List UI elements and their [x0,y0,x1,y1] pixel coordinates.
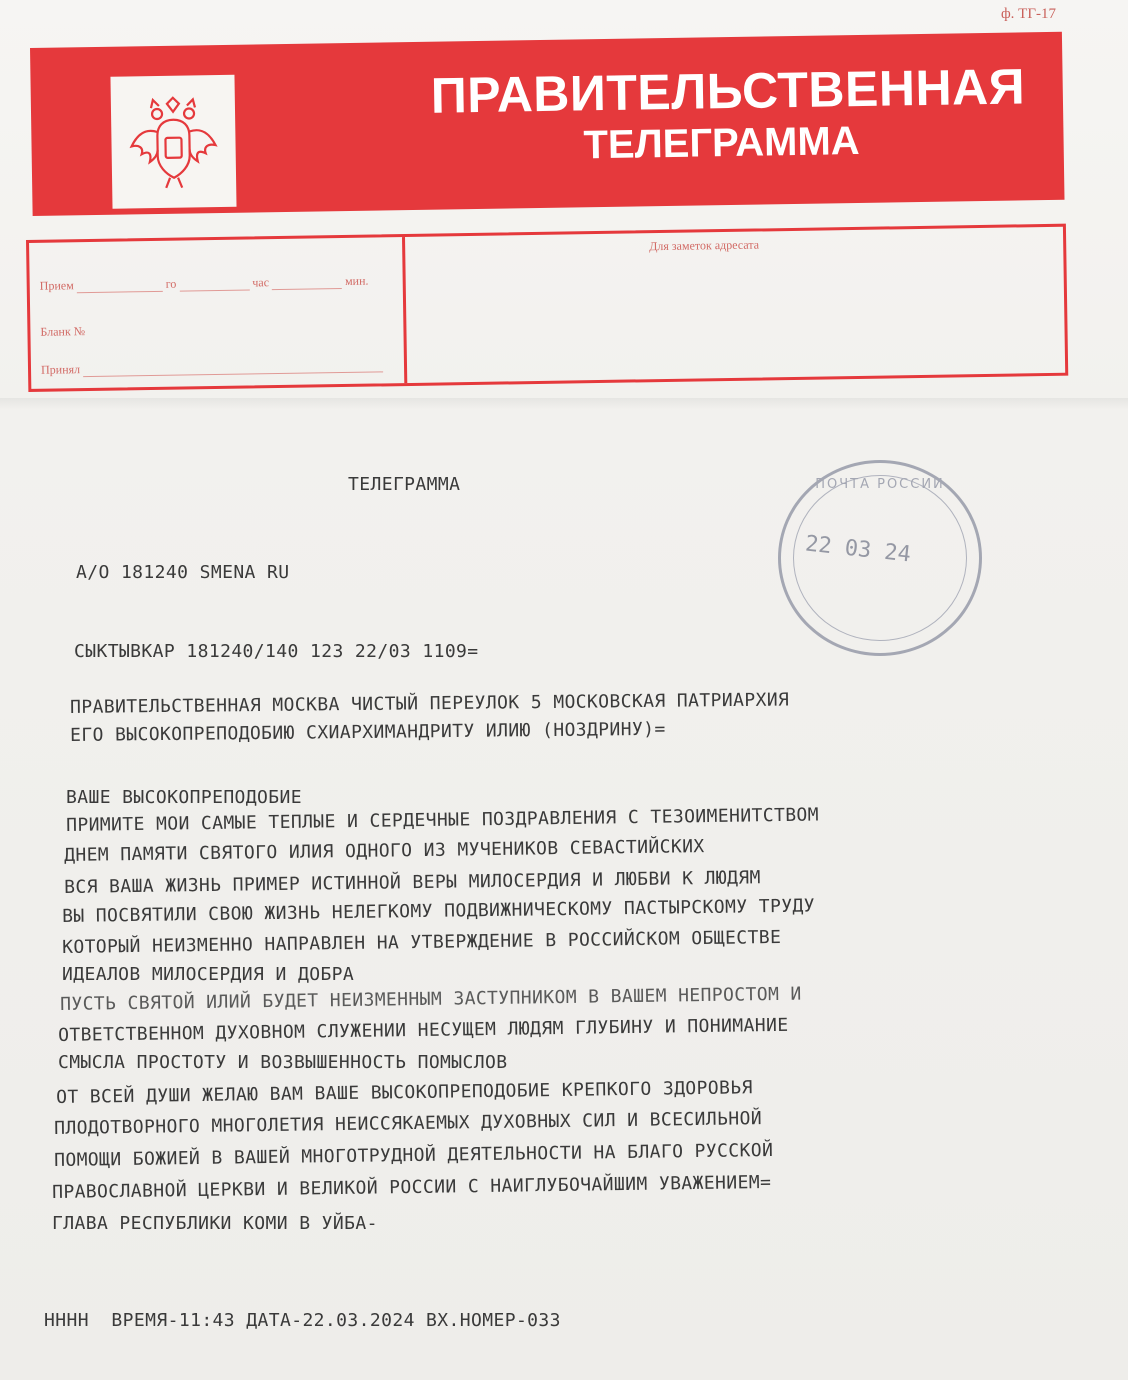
body-line: ПОМОЩИ БОЖИЕЙ В ВАШЕЙ МНОГОТРУДНОЙ ДЕЯТЕЛЬНОСТИ НА БЛАГО РУССКОЙ [54,1139,774,1171]
postal-stamp [778,460,982,656]
accepted-row [41,357,383,377]
min-label: мин. [344,273,369,288]
recipient-line-2: ЕГО ВЫСОКОПРЕПОДОБИЮ СХИАРХИМАНДРИТУ ИЛИЮ (НОЗДРИНУ)= [70,718,666,746]
body-line: ВАШЕ ВЫСОКОПРЕПОДОБИЕ [66,787,302,808]
body-line: ПУСТЬ СВЯТОЙ ИЛИЙ БУДЕТ НЕИЗМЕННЫМ ЗАСТУПНИКОМ В ВАШЕМ НЕПРОСТОМ И [60,983,802,1015]
body-line: КОТОРЫЙ НЕИЗМЕННО НАПРАВЛЕН НА УТВЕРЖДЕНИЕ В РОССИЙСКОМ ОБЩЕСТВЕ [62,926,782,958]
recipient-line-1: ПРАВИТЕЛЬСТВЕННАЯ МОСКВА ЧИСТЫЙ ПЕРЕУЛОК 5 МОСКОВСКАЯ ПАТРИАРХИЯ [70,689,790,718]
blank-label: Бланк № [40,324,86,339]
blank-row [40,324,85,340]
banner-title-line2: ТЕЛЕГРАММА [583,118,860,168]
received-row [40,274,369,294]
body-line: ВЫ ПОСВЯТИЛИ СВОЮ ЖИЗНЬ НЕЛЕГКОМУ ПОДВИЖНИЧЕСКОМУ ПАСТЫРСКОМУ ТРУДУ [62,895,816,927]
body-line: ОТВЕТСТВЕННОМ ДУХОВНОМ СЛУЖЕНИИ НЕСУЩЕМ ЛЮДЯМ ГЛУБИНУ И ПОНИМАНИЕ [58,1014,789,1046]
body-line: ПРИМИТЕ МОИ САМЫЕ ТЕПЛЫЕ И СЕРДЕЧНЫЕ ПОЗДРАВЛЕНИЯ С ТЕЗОИМЕНИТСТВОМ [66,804,820,836]
accepted-label: Принял [40,362,81,377]
body-line: ПРАВОСЛАВНОЙ ЦЕРКВИ И ВЕЛИКОЙ РОССИИ С НАИГЛУБОЧАЙШИМ УВАЖЕНИЕМ= [52,1171,772,1203]
hour-label: час [252,275,270,290]
body-line: ВСЯ ВАША ЖИЗНЬ ПРИМЕР ИСТИННОЙ ВЕРЫ МИЛОСЕРДИЯ И ЛЮБВИ К ЛЮДЯМ [64,867,761,898]
go-label: го [165,276,177,291]
coat-of-arms [110,75,236,209]
telegram-heading: ТЕЛЕГРАММА [348,474,461,495]
origin-line: СЫКТЫВКАР 181240/140 123 22/03 1109= [74,641,479,662]
stamp-date: 22 03 24 [803,531,912,568]
stamp-top-text: ПОЧТА РОССИИ [815,477,945,492]
double-headed-eagle-icon [123,91,225,193]
banner-title [430,58,1026,172]
notes-label: Для заметок адресата [649,237,760,254]
paper-fold [0,398,1128,410]
body-line: ИДЕАЛОВ МИЛОСЕРДИЯ И ДОБРА [62,964,355,985]
body-line: ОТ ВСЕЙ ДУШИ ЖЕЛАЮ ВАМ ВАШЕ ВЫСОКОПРЕПОДОБИЕ КРЕПКОГО ЗДОРОВЬЯ [56,1077,753,1108]
address-line: А/О 181240 SMENA RU [76,562,290,583]
telegram-footer: НННН ВРЕМЯ-11:43 ДАТА-22.03.2024 ВХ.НОМЕР-033 [44,1310,561,1331]
service-form-left [29,237,407,389]
body-line: ДНЕМ ПАМЯТИ СВЯТОГО ИЛИЯ ОДНОГО ИЗ МУЧЕНИКОВ СЕВАСТИЙСКИХ [64,836,705,866]
body-line: СМЫСЛА ПРОСТОТУ И ВОЗВЫШЕННОСТЬ ПОМЫСЛОВ [58,1052,508,1073]
body-line: ПЛОДОТВОРНОГО МНОГОЛЕТИЯ НЕИССЯКАЕМЫХ ДУХОВНЫХ СИЛ И ВСЕСИЛЬНОЙ [54,1108,763,1139]
body-line: ГЛАВА РЕСПУБЛИКИ КОМИ В УЙБА- [52,1213,378,1234]
form-code: ф. ТГ-17 [1000,6,1056,22]
header-banner [30,32,1065,216]
service-form [26,224,1068,392]
banner-title-line1: ПРАВИТЕЛЬСТВЕННАЯ [430,58,1026,124]
received-label: Прием [39,278,74,293]
